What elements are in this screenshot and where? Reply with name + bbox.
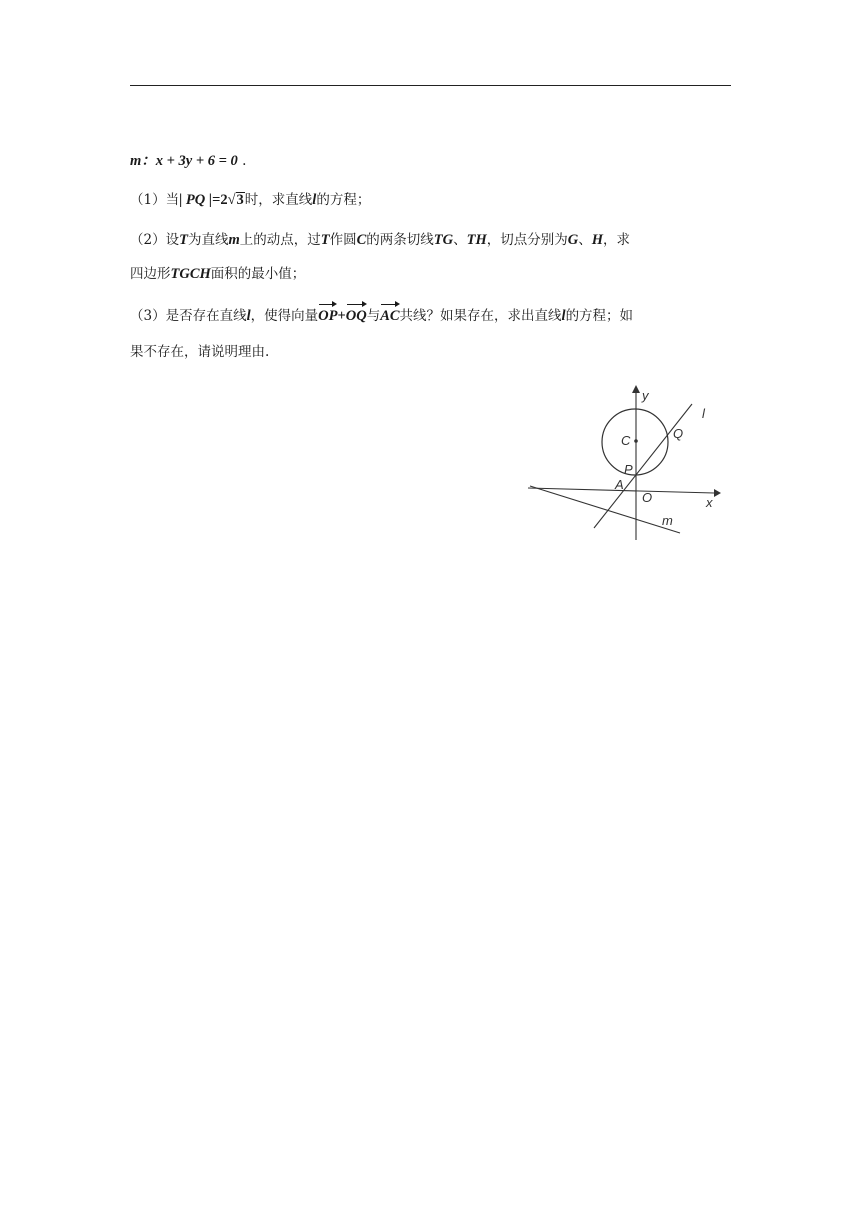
- q1-suffix: 的方程；: [316, 192, 371, 208]
- q1-line-l: l: [312, 192, 317, 208]
- label-o: O: [642, 490, 653, 505]
- q3-text: ，使得向量: [250, 308, 319, 324]
- q2-var-g: G: [567, 232, 579, 248]
- q2-text: ，求: [603, 232, 631, 248]
- x-axis-arrow: [714, 489, 721, 497]
- q2-var-m: m: [228, 232, 240, 248]
- q2-text: 、: [578, 232, 592, 248]
- q3-vector-ac: AC: [380, 302, 399, 326]
- question-1: （1）当| PQ |=2√3时，求直线l的方程；: [130, 192, 371, 208]
- label-p: P: [624, 462, 633, 477]
- line-m: [530, 486, 680, 533]
- line-m-period: .: [242, 153, 247, 169]
- q1-coefficient: 2: [220, 192, 228, 208]
- q1-radicand: 3: [236, 192, 244, 208]
- question-2-line-1: [130, 230, 630, 250]
- line-m-equation-text: m：x + 3y + 6 = 0: [130, 153, 238, 169]
- q3-text: 与: [366, 308, 381, 324]
- q2-var-c: C: [356, 232, 367, 248]
- q2-text: 、: [453, 232, 467, 248]
- q2-var-t: T: [179, 232, 188, 248]
- q2-text: 上的动点，过: [239, 232, 321, 248]
- label-l: l: [702, 406, 705, 421]
- label-q: Q: [673, 426, 684, 441]
- q2-var-t: T: [320, 232, 330, 248]
- q3-var-l: l: [561, 308, 566, 324]
- question-3-line-2: 果不存在，请说明理由.: [130, 344, 270, 360]
- q3-var-l: l: [246, 308, 251, 324]
- q2-text: 的两条切线: [366, 232, 434, 248]
- question-3-line-1: [130, 302, 633, 326]
- label-a: A: [615, 477, 624, 492]
- q3-text: 的方程；如: [565, 308, 634, 324]
- label-y: y: [642, 388, 649, 403]
- y-axis-arrow: [632, 385, 640, 393]
- geometry-figure: [522, 382, 722, 542]
- q1-prefix: （1）当: [130, 192, 180, 208]
- question-2-line-2: [130, 264, 305, 284]
- header-rule: [130, 85, 731, 86]
- line-m-equation: [130, 151, 246, 171]
- q2-var-h: H: [591, 232, 604, 248]
- q2-text: （2）设: [130, 232, 180, 248]
- center-point-c: [634, 439, 638, 443]
- q3-text: （3）是否存在直线: [130, 308, 247, 324]
- label-x: x: [706, 495, 713, 510]
- q2-var-th: TH: [466, 232, 487, 248]
- q3-vector-oq: OQ: [346, 302, 367, 326]
- q2-text: 面积的最小值；: [210, 266, 306, 282]
- q1-mid: 时，求直线: [244, 192, 313, 208]
- q2-text: 四边形: [130, 266, 171, 282]
- q3-text: 共线？如果存在，求出直线: [399, 308, 562, 324]
- q3-vector-op: OP: [318, 302, 337, 326]
- label-m: m: [662, 513, 673, 528]
- q2-var-tg: TG: [433, 232, 454, 248]
- label-c: C: [621, 433, 631, 448]
- q1-pq-expression: | PQ |=: [179, 192, 221, 208]
- q2-var-tgch: TGCH: [170, 266, 211, 282]
- q2-text: 为直线: [187, 232, 229, 248]
- geometry-figure-svg: [522, 382, 722, 542]
- q2-text: 作圆: [329, 232, 357, 248]
- q3-plus: +: [337, 308, 346, 324]
- q2-text: ，切点分别为: [486, 232, 568, 248]
